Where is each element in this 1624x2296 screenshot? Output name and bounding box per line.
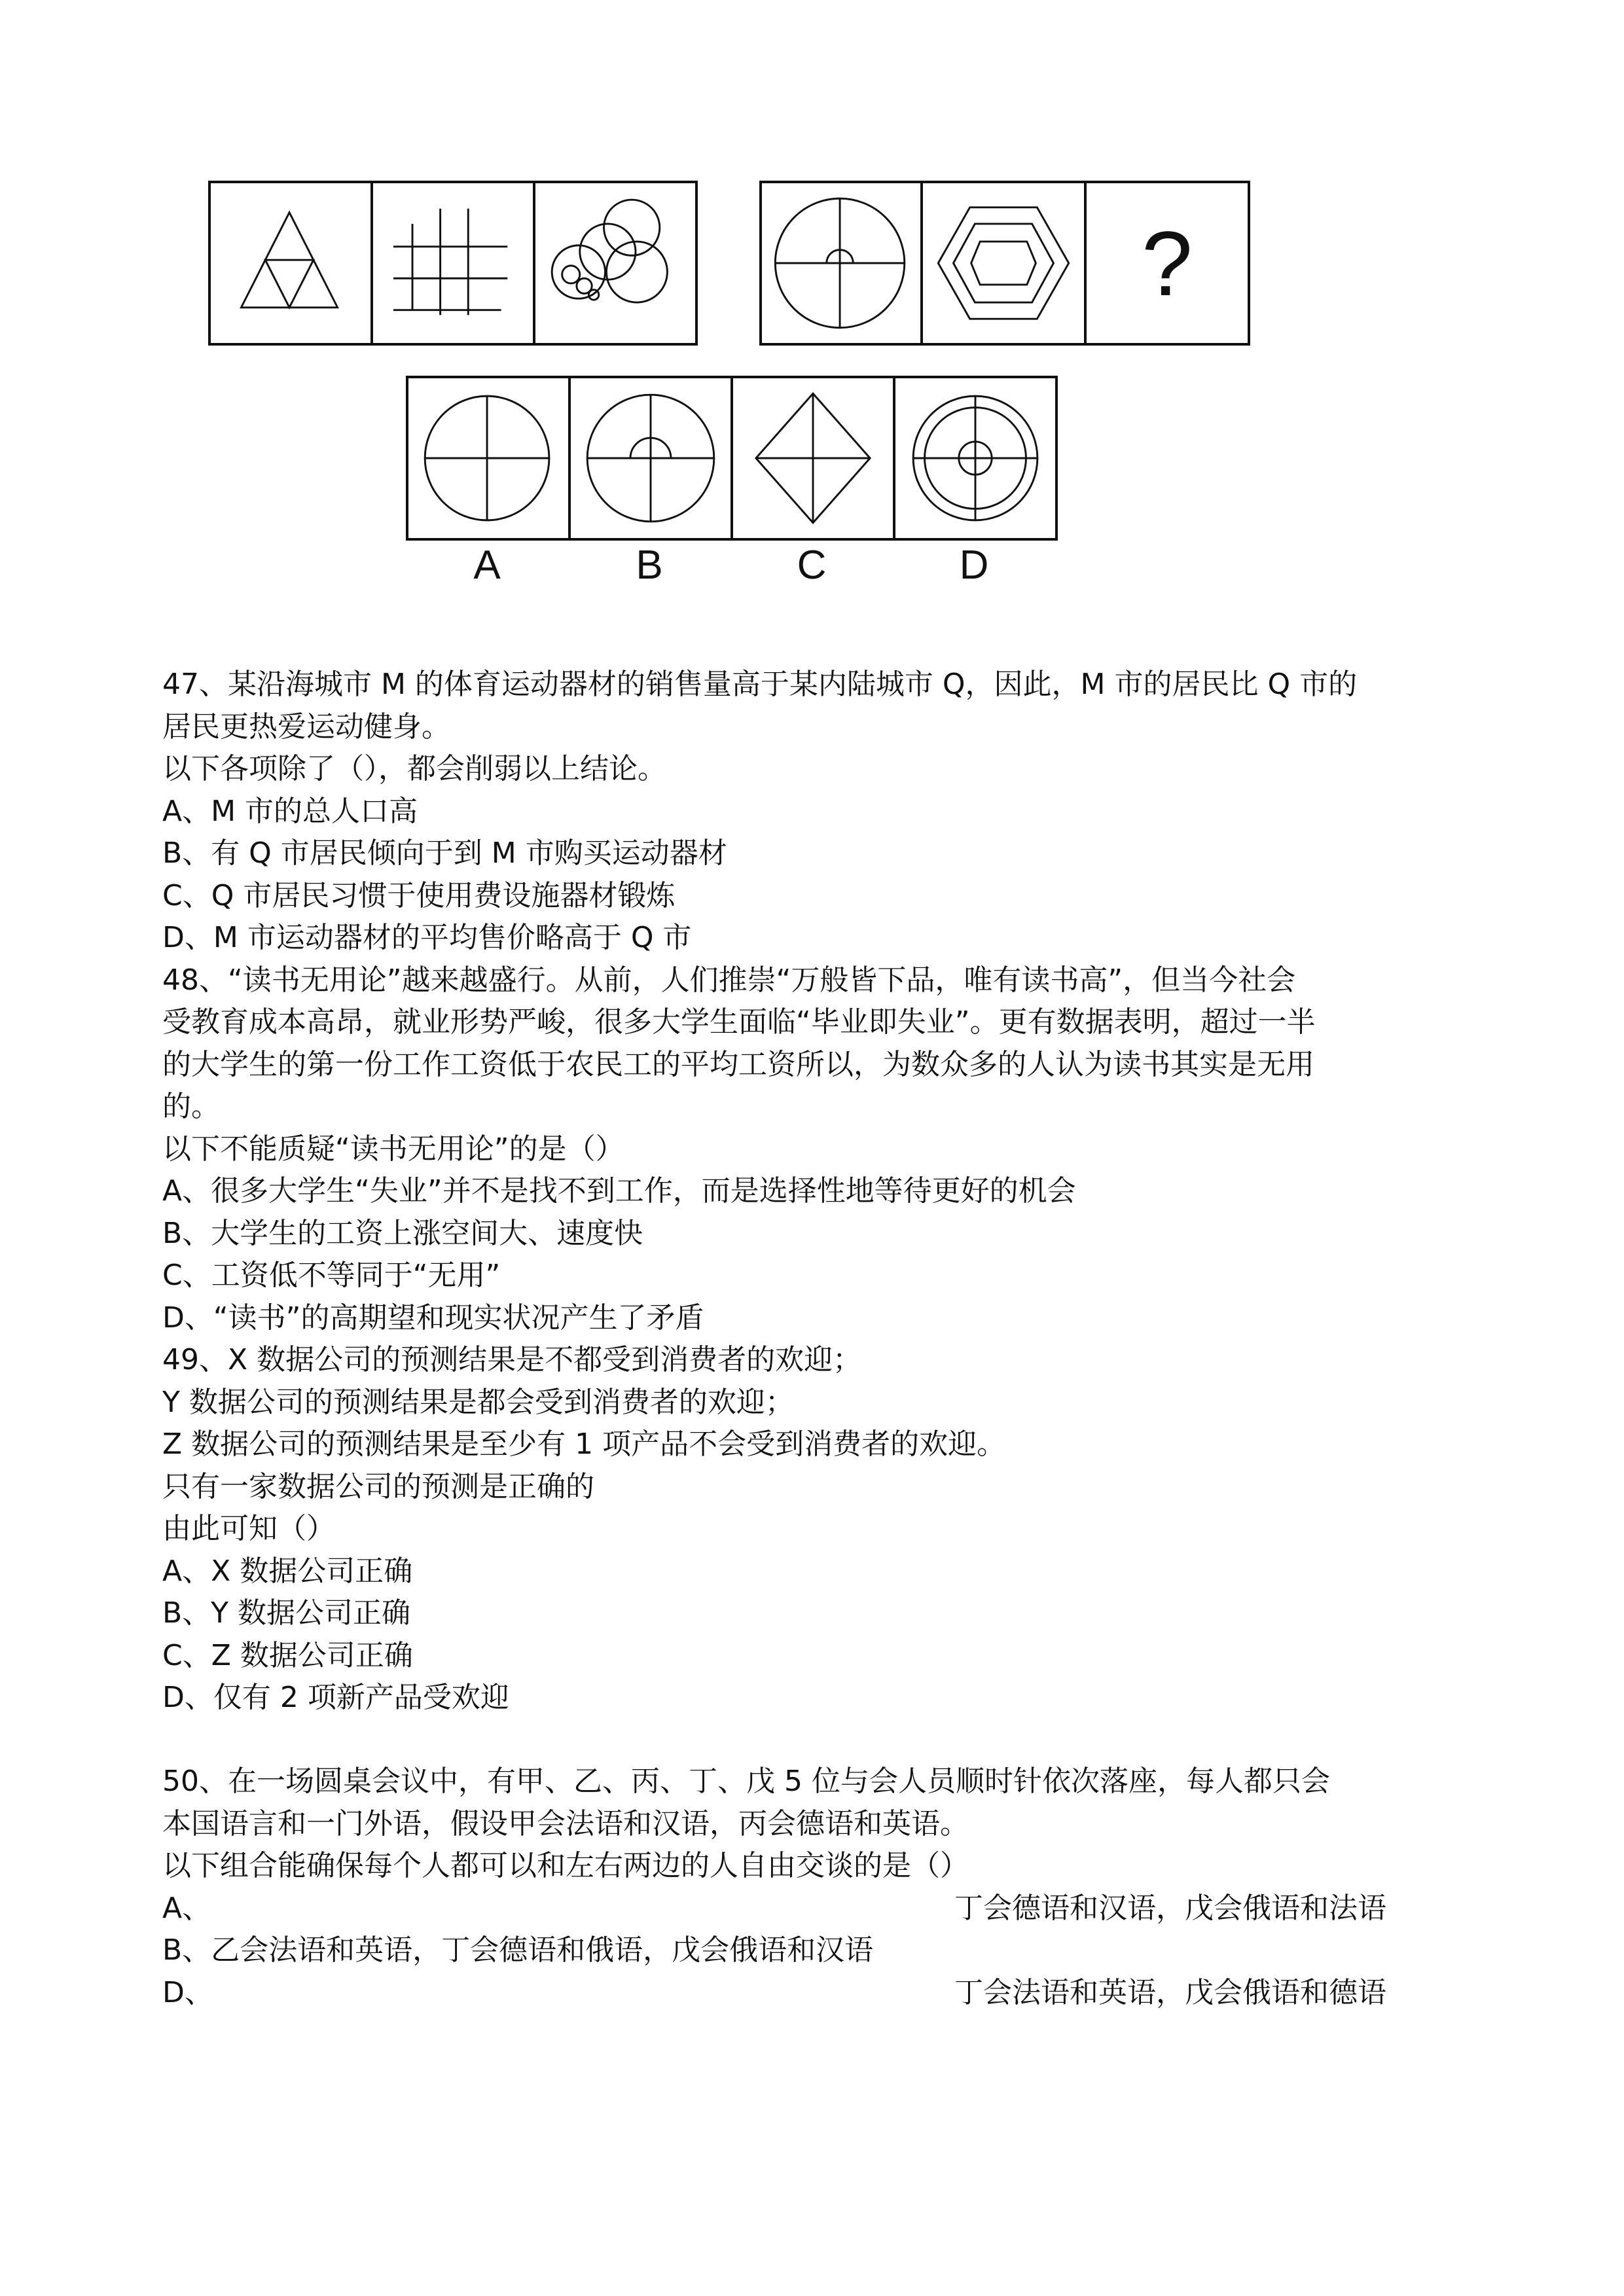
q48-option-d: D、“读书”的高期望和现实状况产生了矛盾 [162,1300,704,1335]
q47-option-b: B、有 Q 市居民倾向于到 M 市购买运动器材 [162,836,727,870]
figure-hexagon-cell [923,181,1087,346]
q47-option-c: C、Q 市居民习惯于使用费设施器材锻炼 [162,878,676,912]
option-label-c: C [797,543,827,588]
q48-stem-line-4: 的。 [162,1090,220,1123]
figure-circles-cell [535,181,698,346]
quartered-circle-arc-icon [762,183,920,343]
q49-stem-line-3: Z 数据公司的预测结果是至少有 1 项产品不会受到消费者的欢迎。 [162,1427,1006,1461]
q49-stem-line-4: 只有一家数据公司的预测是正确的 [162,1469,594,1503]
question-50-block [162,1761,1485,2014]
figure-sequence-group-2 [759,181,1250,346]
question-mark: ? [1142,212,1193,315]
option-label-a: A [473,543,501,588]
quartered-circle-icon [408,378,568,538]
option-b-figure [571,376,733,541]
overlapping-circles-icon [535,183,695,343]
q49-stem-line-2: Y 数据公司的预测结果是都会受到消费者的欢迎； [162,1385,794,1419]
figure-triangle-cell [208,181,373,346]
q48-option-a: A、很多大学生“失业”并不是找不到工作，而是选择性地等待更好的机会 [162,1174,1076,1208]
q50-option-b: B、乙会法语和英语，丁会德语和俄语，戊会俄语和汉语 [162,1933,874,1967]
concentric-circles-icon [895,378,1055,538]
option-d-figure [895,376,1058,541]
q50-option-a-text: 丁会德语和汉语，戊会俄语和法语 [954,1891,1386,1925]
q48-option-c: C、工资低不等同于“无用” [162,1259,501,1292]
option-a-figure [406,376,571,541]
rhombus-icon [733,378,893,538]
q50-prompt: 以下组合能确保每个人都可以和左右两边的人自由交谈的是（） [162,1849,969,1882]
figure-grid-cell [373,181,535,346]
q49-option-b: B、Y 数据公司正确 [162,1596,411,1630]
q49-option-c: C、Z 数据公司正确 [162,1638,413,1672]
q48-stem-line-1: 48、“读书无用论”越来越盛行。从前，人们推崇“万般皆下品，唯有读书高”，但当今社会 [162,963,1296,997]
q48-option-b: B、大学生的工资上涨空间大、速度快 [162,1216,643,1250]
q47-stem-line-2: 居民更热爱运动健身。 [162,709,450,744]
q49-prompt: 由此可知（） [162,1512,335,1545]
q47-option-a: A、M 市的总人口高 [162,794,418,828]
option-c-figure [733,376,895,541]
q49-option-d: D、仅有 2 项新产品受欢迎 [162,1681,509,1714]
q47-option-d: D、M 市运动器材的平均售价略高于 Q 市 [162,921,692,954]
option-label-d: D [959,543,989,588]
option-label-b: B [636,543,663,588]
quartered-circle-semicircle-icon [571,378,731,538]
questions-text [162,664,1485,1719]
q47-prompt: 以下各项除了（），都会削弱以上结论。 [162,752,666,785]
nested-hexagon-icon [923,183,1084,343]
q47-stem-line-1: 47、某沿海城市 M 的体育运动器材的销售量高于某内陆城市 Q，因此，M 市的居民比 Q 市的 [162,668,1358,701]
q49-stem-line-1: 49、X 数据公司的预测结果是不都受到消费者的欢迎； [162,1343,862,1376]
figure-options-row [406,376,1058,541]
q50-option-d-label: D、 [162,1975,213,2009]
q50-option-a [162,1888,1485,1930]
q50-stem-line-2: 本国语言和一门外语，假设甲会法语和汉语，丙会德语和英语。 [162,1806,969,1840]
q50-option-a-label: A、 [162,1891,211,1925]
grid-lines-icon [373,183,533,343]
figure-question-cell [1087,181,1250,346]
q48-prompt: 以下不能质疑“读书无用论”的是（） [162,1132,624,1166]
triangle-subdivided-icon [211,183,370,343]
figure-sequence-group-1 [208,181,698,346]
q48-stem-line-2: 受教育成本高昂，就业形势严峻，很多大学生面临“毕业即失业”。更有数据表明，超过一半 [162,1005,1316,1039]
q50-stem-line-1: 50、在一场圆桌会议中，有甲、乙、丙、丁、戊 5 位与会人员顺时针依次落座，每人都只会 [162,1765,1330,1798]
q50-option-d-text: 丁会法语和英语，戊会俄语和德语 [954,1975,1386,2009]
figure-quartered-circle-cell [759,181,923,346]
q50-option-d [162,1972,1485,2015]
q49-option-a: A、X 数据公司正确 [162,1554,413,1588]
q48-stem-line-3: 的大学生的第一份工作工资低于农民工的平均工资所以，为数众多的人认为读书其实是无用 [162,1047,1314,1081]
